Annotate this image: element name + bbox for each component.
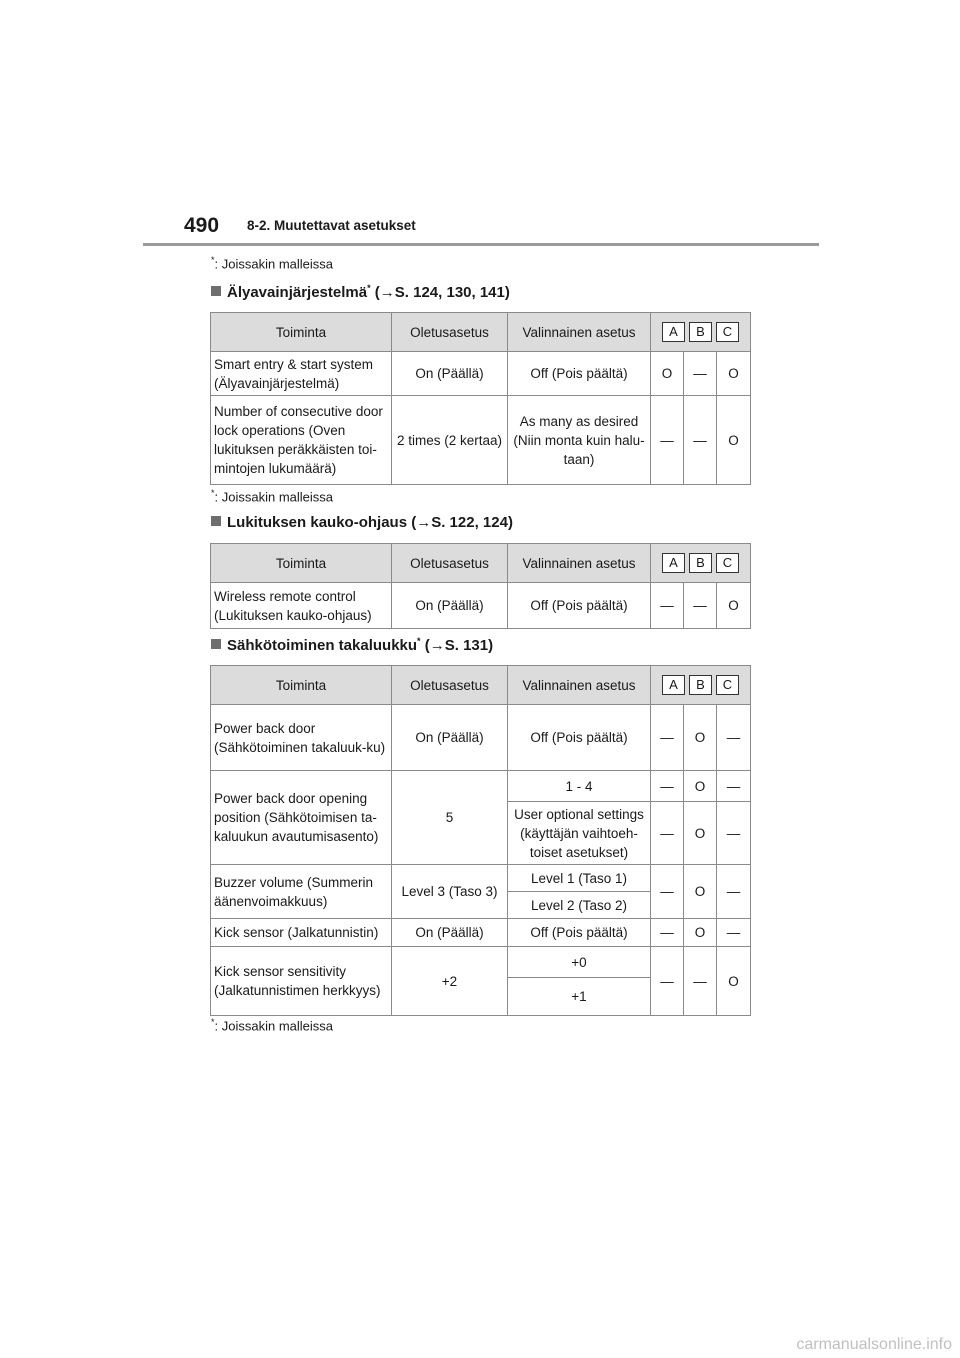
header-optional: Valinnainen asetus <box>508 313 651 352</box>
settings-table-power-back-door <box>210 665 751 1016</box>
arrow-right-icon: → <box>379 284 395 301</box>
footnote: *: Joissakin malleissa <box>211 255 334 272</box>
bullet-square-icon <box>211 516 221 526</box>
table-row: Kick sensor (Jalkatunnistin) On (Päällä) Off (Pois päältä) — O — <box>211 919 751 947</box>
footnote: *: Joissakin malleissa <box>211 1017 334 1034</box>
header-function: Toiminta <box>211 313 392 352</box>
bullet-square-icon <box>211 286 221 296</box>
table-row: Power back door opening position (Sähkötoimisen ta-kaluukun avautumisasento) 5 1 - 4 — O — <box>211 771 751 802</box>
header-abc <box>651 544 751 583</box>
section-title-power-back-door: Sähkötoiminen takaluukku* (→S. 131) <box>211 636 493 654</box>
table-row: Kick sensor sensitivity (Jalkatunnistimen herkkyys) +2 +0 — — O <box>211 947 751 978</box>
section-title-smart-entry: Älyavainjärjestelmä* (→S. 124, 130, 141) <box>211 283 510 301</box>
label-a: A <box>662 553 685 573</box>
header-default: Oletusasetus <box>392 313 508 352</box>
chapter-title: 8-2. Muutettavat asetukset <box>247 218 416 233</box>
table-row: Level 2 (Taso 2) <box>211 892 751 919</box>
table-row: Power back door (Sähkötoiminen takaluuk-ku) On (Päällä) Off (Pois päältä) — O — <box>211 705 751 771</box>
section-title-remote-control: Lukituksen kauko-ohjaus (→S. 122, 124) <box>211 514 513 531</box>
header-function: Toiminta <box>211 666 392 705</box>
header-abc <box>651 313 751 352</box>
table-row: Smart entry & start system (Älyavainjärjestelmä) On (Päällä) Off (Pois päältä) O — O <box>211 352 751 396</box>
label-b: B <box>689 553 712 573</box>
footnote: *: Joissakin malleissa <box>211 488 334 505</box>
label-a: A <box>662 322 685 342</box>
label-c: C <box>716 675 739 695</box>
table-row: Wireless remote control (Lukituksen kauko-ohjaus) On (Päällä) Off (Pois päältä) — — O <box>211 583 751 629</box>
arrow-right-icon: → <box>429 637 445 654</box>
table-row: +1 <box>211 978 751 1016</box>
header-default: Oletusasetus <box>392 666 508 705</box>
header-abc <box>651 666 751 705</box>
label-a: A <box>662 675 685 695</box>
header-divider <box>143 243 819 246</box>
table-row: User optional settings (käyttäjän vaihtoeh-toiset asetukset) — O — <box>211 802 751 865</box>
settings-table-remote-control <box>210 543 751 629</box>
label-c: C <box>716 553 739 573</box>
label-b: B <box>689 675 712 695</box>
header-optional: Valinnainen asetus <box>508 544 651 583</box>
table-row: Buzzer volume (Summerin äänenvoimakkuus) Level 3 (Taso 3) Level 1 (Taso 1) — O — <box>211 865 751 892</box>
bullet-square-icon <box>211 639 221 649</box>
arrow-right-icon: → <box>416 514 432 531</box>
label-b: B <box>689 322 712 342</box>
table-row: Number of consecutive door lock operations (Oven lukituksen peräkkäisten toi-mintojen lukumäärä) 2 times (2 kertaa) As many as desired (Niin monta kuin halu-taan) — — O <box>211 396 751 485</box>
page-number: 490 <box>184 214 220 237</box>
settings-table-smart-entry <box>210 312 751 485</box>
header-default: Oletusasetus <box>392 544 508 583</box>
label-c: C <box>716 322 739 342</box>
header-function: Toiminta <box>211 544 392 583</box>
header-optional: Valinnainen asetus <box>508 666 651 705</box>
watermark: carmanualsonline.info <box>796 1336 952 1353</box>
